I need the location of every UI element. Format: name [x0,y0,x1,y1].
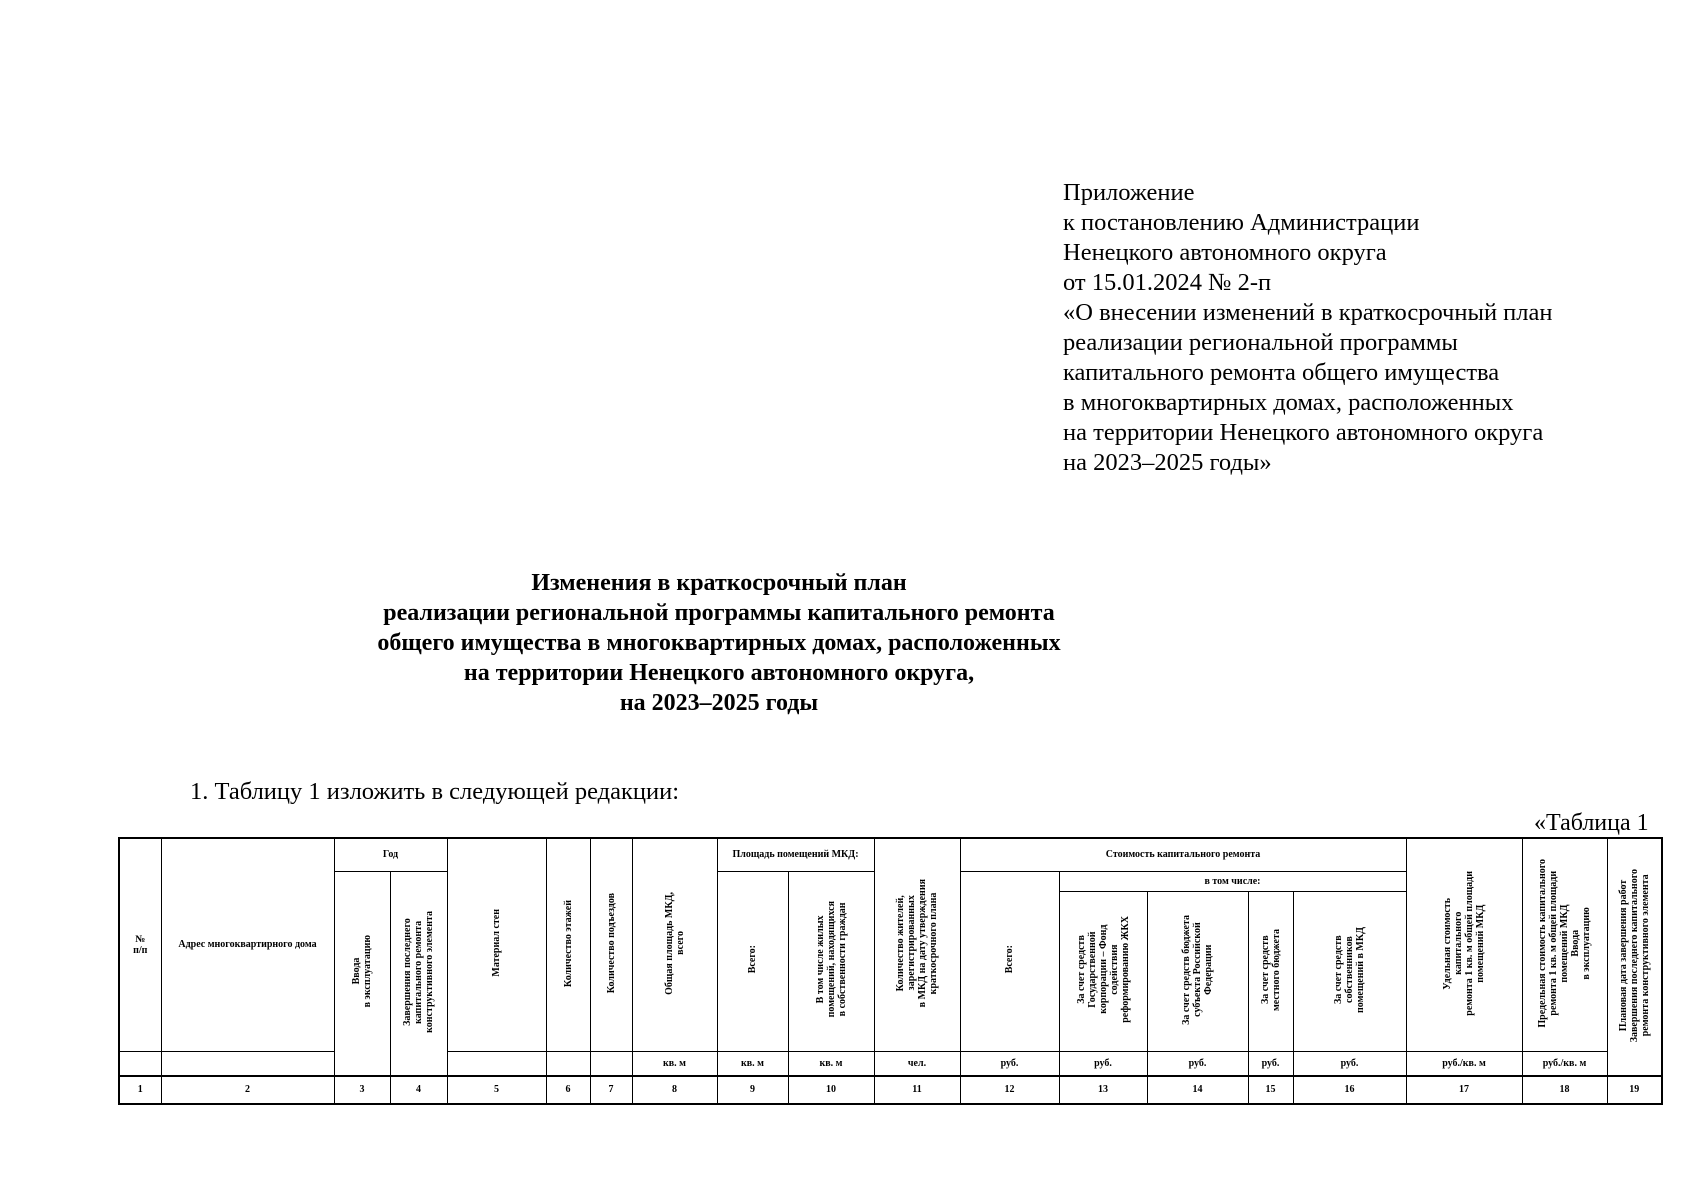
column-number: 1 [119,1076,161,1104]
title-line: реализации региональной программы капитального ремонта [383,600,1055,626]
header-residents: Количество жителей, зарегистрированных в МКД на дату утверждения краткосрочного плана [874,838,960,1051]
column-number: 19 [1607,1076,1662,1104]
unit-c17: руб./кв. м [1406,1051,1522,1076]
column-number: 15 [1248,1076,1293,1104]
header-address: Адрес многоквартирного дома [161,838,334,1051]
unit-c11: чел. [874,1051,960,1076]
header-premises-citizens: В том числе жилых помещений, находящихся в собственности граждан [788,871,874,1051]
header-premises-total: Всего: [717,871,788,1051]
unit-c18: руб./кв. м [1522,1051,1607,1076]
column-number: 6 [546,1076,590,1104]
header-year-group: Год [334,838,447,871]
header-max-cost: Предельная стоимость капитального ремонта 1 кв. м общей площади помещений МКД Ввода в эксплуатацию [1522,838,1607,1051]
title-line: Изменения в краткосрочный план [531,570,907,596]
header-premises-group: Площадь помещений МКД: [717,838,874,871]
column-number: 3 [334,1076,390,1104]
table-label: «Таблица 1 [1534,810,1649,836]
title-line: общего имущества в многоквартирных домах, расположенных [377,630,1061,656]
header-wall-material: Материал стен [447,838,546,1051]
column-number: 14 [1147,1076,1248,1104]
column-number: 12 [960,1076,1059,1104]
header-planned-date: Плановая дата завершения работ Завершения последнего капитального ремонта конструктивного элемента [1607,838,1662,1076]
header-entrances: Количество подъездов [590,838,632,1051]
column-number: 2 [161,1076,334,1104]
appendix-line: «О внесении изменений в краткосрочный план [1063,299,1553,326]
header-year-commission: Ввода в эксплуатацию [334,871,390,1076]
unit-c8: кв. м [632,1051,717,1076]
column-number: 9 [717,1076,788,1104]
document-title [0,568,1438,718]
header-cost-owners: За счет средств собственников помещений в МКД [1293,891,1406,1051]
unit-c14: руб. [1147,1051,1248,1076]
header-including: в том числе: [1059,871,1406,891]
title-line: на 2023–2025 годы [619,690,819,716]
appendix-line: к постановлению Администрации [1063,209,1420,236]
header-cost-group: Стоимость капитального ремонта [960,838,1406,871]
column-number: 7 [590,1076,632,1104]
column-number: 11 [874,1076,960,1104]
unit-c15: руб. [1248,1051,1293,1076]
unit-empty [119,1051,161,1076]
appendix-line: в многоквартирных домах, расположенных [1063,389,1514,416]
unit-c10: кв. м [788,1051,874,1076]
column-number: 4 [390,1076,447,1104]
column-number: 5 [447,1076,546,1104]
column-number: 18 [1522,1076,1607,1104]
unit-empty [161,1051,334,1076]
header-unit-cost: Удельная стоимость капитального ремонта 1 кв. м общей площади помещений МКД [1406,838,1522,1051]
header-floors: Количество этажей [546,838,590,1051]
appendix-line: Ненецкого автономного округа [1063,239,1387,266]
header-total-area: Общая площадь МКД, всего [632,838,717,1051]
unit-empty [546,1051,590,1076]
header-year-last-repair: Завершения последнего капитального ремонта конструктивного элемента [390,871,447,1076]
appendix-line: реализации региональной программы [1063,329,1458,356]
unit-empty [590,1051,632,1076]
appendix-line: на 2023–2025 годы» [1063,449,1272,476]
header-num: № п/п [119,838,161,1051]
column-number: 17 [1406,1076,1522,1104]
appendix-block [1063,178,1553,478]
column-number: 8 [632,1076,717,1104]
unit-empty [447,1051,546,1076]
header-cost-fund: За счет средств Государственной корпорации – Фонд содействия реформированию ЖКХ [1059,891,1147,1051]
appendix-line: от 15.01.2024 № 2-п [1063,269,1272,296]
plan-table [118,837,1663,1105]
header-cost-total: Всего: [960,871,1059,1051]
unit-c12: руб. [960,1051,1059,1076]
unit-c13: руб. [1059,1051,1147,1076]
unit-c16: руб. [1293,1051,1406,1076]
instruction-text: 1. Таблицу 1 изложить в следующей редакции: [190,778,680,805]
appendix-line: Приложение [1063,179,1195,206]
unit-c9: кв. м [717,1051,788,1076]
appendix-line: капитального ремонта общего имущества [1063,359,1500,386]
header-cost-region: За счет средств бюджета субъекта Российской Федерации [1147,891,1248,1051]
title-line: на территории Ненецкого автономного округа, [463,660,975,686]
appendix-line: на территории Ненецкого автономного округа [1063,419,1544,446]
column-number: 16 [1293,1076,1406,1104]
column-number: 13 [1059,1076,1147,1104]
header-cost-local: За счет средств местного бюджета [1248,891,1293,1051]
column-number: 10 [788,1076,874,1104]
column-number-row [119,1076,1662,1104]
